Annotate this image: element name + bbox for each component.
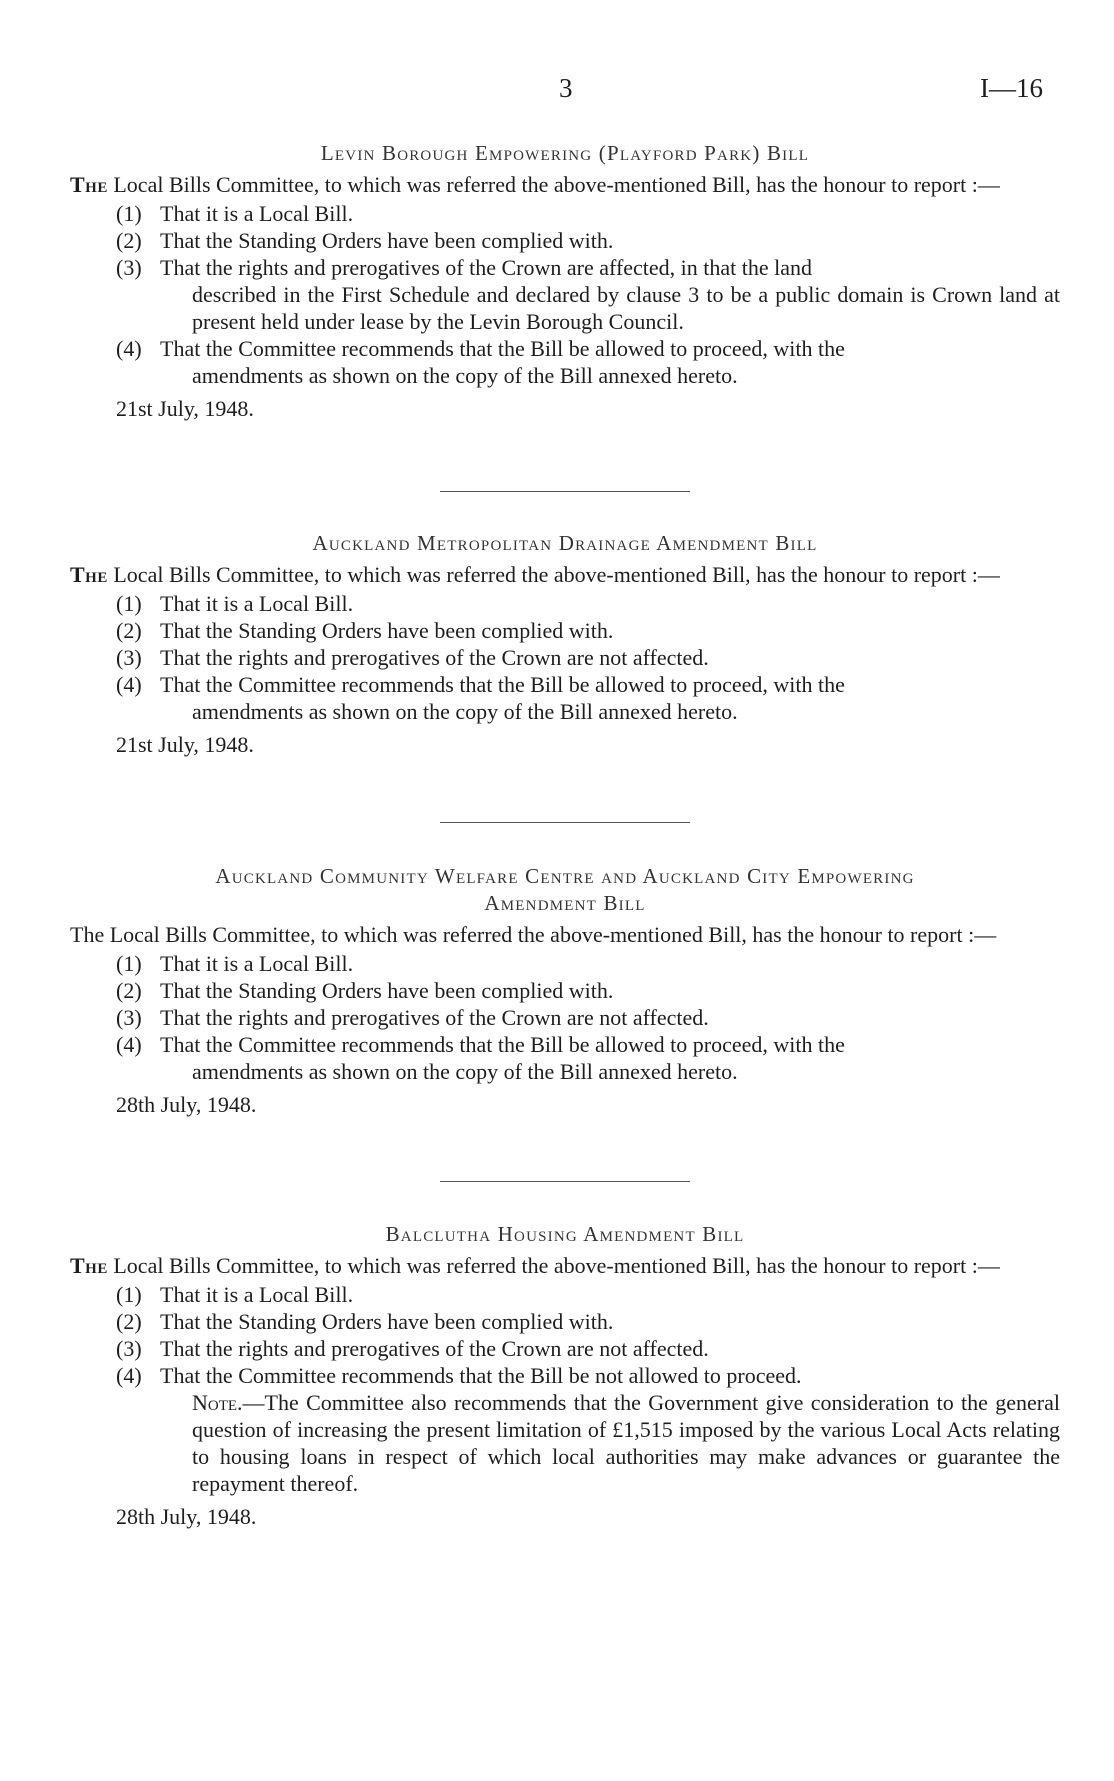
item-text-wrap: [160, 1362, 1060, 1497]
bill-title-continued: Amendment Bill: [484, 891, 646, 915]
list-item: [116, 227, 1060, 254]
intro-text: Local Bills Committee, to which was referred the above-mentioned Bill, has the honour to report :—: [107, 1253, 1000, 1278]
section-divider: [440, 822, 690, 823]
item-text: That the Committee recommends that the Bill be not allowed to proceed.: [160, 1363, 802, 1388]
item-number: (2): [116, 618, 142, 643]
list-item: [116, 1031, 1060, 1085]
bill-report-auckland-welfare: [70, 863, 1060, 1118]
item-text-wrap: [160, 335, 1060, 389]
item-text-wrap: [160, 254, 1060, 335]
item-text: That the Committee recommends that the Bill be allowed to proceed, with the: [160, 336, 845, 361]
item-text-continued: described in the First Schedule and declared by clause 3 to be a public domain is Crown land at present held under lease by the Levin Borough Council.: [192, 282, 1060, 334]
list-item: [116, 617, 1060, 644]
item-number: (2): [116, 1309, 142, 1334]
section-divider: [440, 491, 690, 492]
item-text: That it is a Local Bill.: [160, 951, 354, 976]
intro-text: The Local Bills Committee, to which was referred the above-mentioned Bill, has the honour to report :—: [70, 922, 997, 947]
report-date: 21st July, 1948.: [116, 732, 254, 757]
item-text: That it is a Local Bill.: [160, 591, 354, 616]
report-date: 21st July, 1948.: [116, 396, 254, 421]
list-item: [116, 1281, 1060, 1308]
item-text: That the rights and prerogatives of the Crown are affected, in that the land: [160, 255, 813, 280]
list-item: [116, 200, 1060, 227]
bill-title: Balclutha Housing Amendment Bill: [385, 1222, 745, 1246]
item-text: That the rights and prerogatives of the Crown are not affected.: [160, 645, 709, 670]
bill-report-balclutha: [70, 1221, 1060, 1530]
list-item: [116, 254, 1060, 335]
item-text: That it is a Local Bill.: [160, 1282, 354, 1307]
item-text: That the Standing Orders have been complied with.: [160, 228, 614, 253]
intro-text: Local Bills Committee, to which was referred the above-mentioned Bill, has the honour to report :—: [107, 172, 1000, 197]
report-intro: [70, 921, 1060, 948]
item-number: (2): [116, 978, 142, 1003]
list-item: [116, 1335, 1060, 1362]
item-text: That the Standing Orders have been complied with.: [160, 978, 614, 1003]
list-item: [116, 950, 1060, 977]
item-number: (2): [116, 228, 142, 253]
item-number: (1): [116, 201, 142, 226]
item-number: (4): [116, 1032, 142, 1057]
item-number: (4): [116, 336, 142, 361]
paper-reference: I—16: [980, 73, 1043, 103]
list-item: [116, 590, 1060, 617]
intro-text: Local Bills Committee, to which was referred the above-mentioned Bill, has the honour to report :—: [107, 562, 1000, 587]
item-number: (4): [116, 672, 142, 697]
item-number: (3): [116, 645, 142, 670]
item-text-continued: amendments as shown on the copy of the Bill annexed hereto.: [192, 699, 738, 724]
item-text-continued: amendments as shown on the copy of the Bill annexed hereto.: [192, 363, 738, 388]
report-items: [70, 1281, 1060, 1497]
item-number: (1): [116, 591, 142, 616]
note-text: —The Committee also recommends that the Government give consideration to the general question of increasing the present limitation of £1,515 imposed by the various Local Acts relating to housing loans in respect of which local authorities may make advances or guarantee the repayment thereof.: [192, 1390, 1060, 1496]
list-item: [116, 1004, 1060, 1031]
report-items: [70, 950, 1060, 1085]
item-text-wrap: [160, 671, 1060, 725]
item-text: That the Standing Orders have been complied with.: [160, 1309, 614, 1334]
note-lead: Note.: [192, 1390, 243, 1415]
report-intro: [70, 171, 1060, 198]
item-number: (1): [116, 1282, 142, 1307]
intro-lead: The: [70, 562, 108, 587]
item-text-wrap: [160, 1031, 1060, 1085]
section-divider: [440, 1181, 690, 1182]
bill-title: Auckland Community Welfare Centre and Auckland City Empowering: [215, 864, 915, 888]
bill-title: Auckland Metropolitan Drainage Amendment Bill: [312, 531, 818, 555]
committee-note: [160, 1389, 1060, 1497]
item-number: (3): [116, 1336, 142, 1361]
bill-title: Levin Borough Empowering (Playford Park) Bill: [320, 141, 810, 165]
item-text-continued: amendments as shown on the copy of the Bill annexed hereto.: [192, 1059, 738, 1084]
list-item: [116, 1362, 1060, 1497]
item-number: (4): [116, 1363, 142, 1388]
item-number: (3): [116, 255, 142, 280]
page-number: 3: [559, 73, 573, 103]
item-text: That the rights and prerogatives of the Crown are not affected.: [160, 1336, 709, 1361]
report-items: [70, 200, 1060, 389]
report-intro: [70, 561, 1060, 588]
list-item: [116, 644, 1060, 671]
list-item: [116, 671, 1060, 725]
item-text: That the Committee recommends that the Bill be allowed to proceed, with the: [160, 1032, 845, 1057]
intro-lead: The: [70, 1253, 108, 1278]
item-text: That the Standing Orders have been complied with.: [160, 618, 614, 643]
bill-report-levin: [70, 140, 1060, 422]
intro-lead: The: [70, 172, 108, 197]
list-item: [116, 335, 1060, 389]
item-text: That the rights and prerogatives of the Crown are not affected.: [160, 1005, 709, 1030]
list-item: [116, 977, 1060, 1004]
list-item: [116, 1308, 1060, 1335]
report-items: [70, 590, 1060, 725]
report-intro: [70, 1252, 1060, 1279]
bill-report-auckland-drainage: [70, 530, 1060, 758]
item-text: That the Committee recommends that the Bill be allowed to proceed, with the: [160, 672, 845, 697]
report-date: 28th July, 1948.: [116, 1504, 257, 1529]
item-number: (1): [116, 951, 142, 976]
item-text: That it is a Local Bill.: [160, 201, 354, 226]
item-number: (3): [116, 1005, 142, 1030]
report-date: 28th July, 1948.: [116, 1092, 257, 1117]
